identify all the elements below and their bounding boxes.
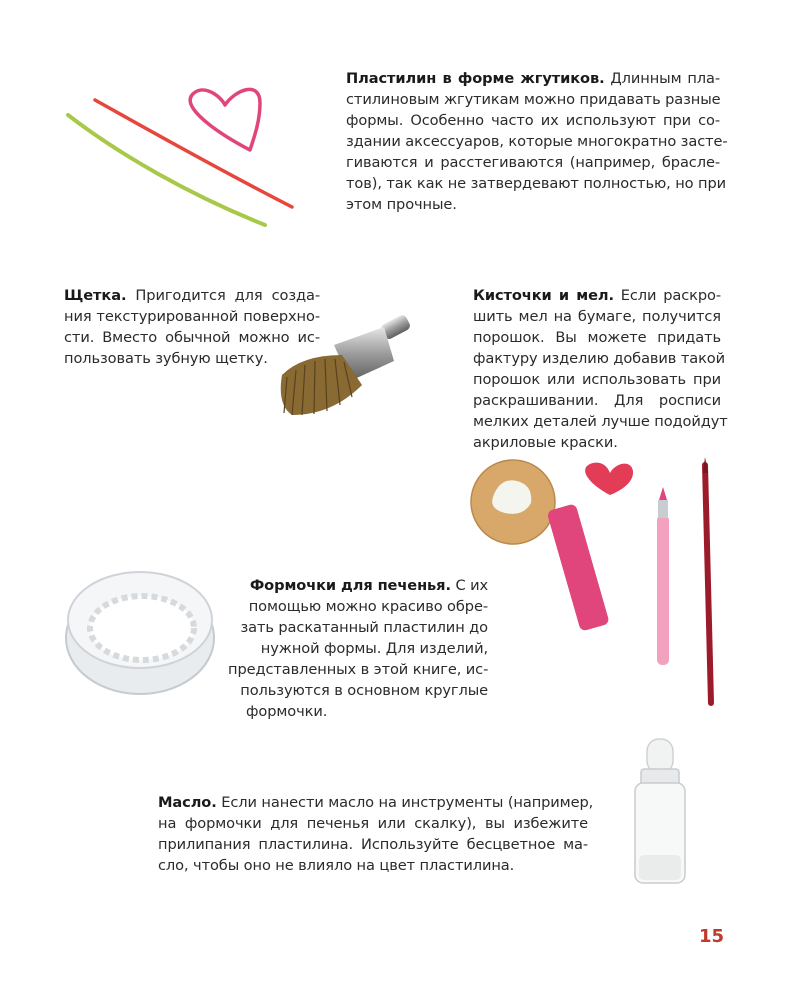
pink-chalk-heart <box>585 463 633 495</box>
wire-brush-image <box>272 315 417 425</box>
cookie-cutter-image <box>62 560 222 700</box>
chalk-text: Кисточки и мел. Если раскро- шить мел на бумаге, получится порошок. Вы можете придать фактуру изделию добавив такой порошок или использовать при раскрашивании. Для росписи мелких деталей лучше подойдут акриловые краски. <box>473 287 728 451</box>
cutter-text: Формочки для печенья. С их помощью можно красиво обре- зать раскатанный пластилин до нужной формы. Для изделий, представленных в этой книге, ис- пользуются в основном круглые формочки. <box>228 577 489 720</box>
cutter-title: Формочки для печенья. <box>249 577 451 594</box>
plasticine-text: Пластилин в форме жгутиков. Длинным пла- стилиновым жгутикам можно придавать разные формы. Особенно часто их используют при со- здании аксессуаров, которые многократно застe- гиваются и расстегиваются (например, брасле- тов), так как не затвердевают полностью, но при этом прочные. <box>346 70 728 213</box>
brush-text: Щетка. Пригодится для созда- ния текстурированной поверхно- сти. Вместо обычной можно ис- пользовать зубную щетку. <box>64 287 320 367</box>
chalk-title: Кисточки и мел. <box>473 287 614 304</box>
green-string <box>68 115 265 225</box>
heart-string <box>190 89 260 150</box>
oil-title: Масло. <box>158 794 217 811</box>
paint-brush-red <box>703 457 711 703</box>
pink-chalk-stick <box>546 503 609 631</box>
oil-bottle-image <box>625 735 695 890</box>
page-number: 15 <box>698 926 724 947</box>
oil-text: Масло. Если нанести масло на инструменты (например, на формочки для печенья или скалку), вы избежите прилипания пластилина. Используйте бесцветное ма- сло, чтобы оно не влияло на цвет пластилина. <box>158 794 594 874</box>
plasticine-strings-image <box>60 85 310 235</box>
brush-title: Щетка. <box>64 287 127 304</box>
chalk-and-brushes-image <box>465 455 725 710</box>
plasticine-title: Пластилин в форме жгутиков. <box>346 70 605 87</box>
paint-brush-pink <box>657 487 669 665</box>
